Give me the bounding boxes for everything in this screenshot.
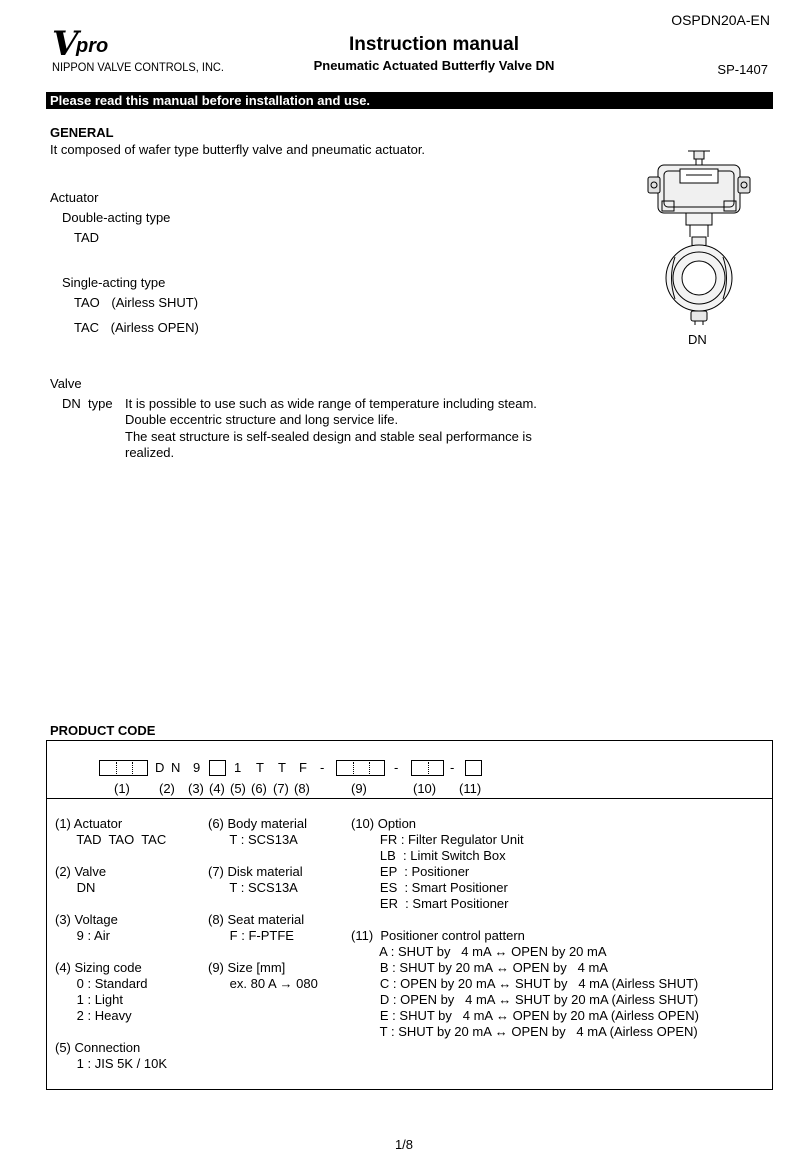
legend-line: DN [55,880,96,895]
legend-line: TAD TAO TAC [55,832,167,847]
legend-line: (6) Body material [208,816,307,831]
legend-line: (3) Voltage [55,912,118,927]
code-number: (9) [351,781,367,796]
legend-line: (2) Valve [55,864,107,879]
legend-line: FR : Filter Regulator Unit [351,832,524,847]
legend-line: E : SHUT by 4 mA ↔ OPEN by 20 mA (Airless OPEN) [351,1008,699,1023]
product-code-box [46,740,773,1090]
legend-line: (10) Option [351,816,417,831]
legend-line: T : SCS13A [208,832,298,847]
code-number: (10) [413,781,437,796]
code-number: (8) [294,781,310,796]
valve-illustration [640,145,760,330]
legend-line [208,896,318,912]
single-type-tac: TAC (Airless OPEN) [74,320,199,335]
page-number: 1/8 [394,1137,414,1152]
code-number: (7) [273,781,289,796]
code-slot-10 [411,760,444,776]
code-char: - [394,760,399,775]
page-title: Instruction manual [349,34,519,55]
legend-line [208,848,318,864]
code-slot-9 [336,760,385,776]
sp-code: SP-1407 [717,62,768,77]
valve-heading: Valve [50,376,82,391]
notice-bar: Please read this manual before installation and use. [46,92,773,109]
legend-line: F : F-PTFE [208,928,294,943]
valve-desc-1: It is possible to use such as wide range of temperature including steam. [125,396,537,411]
company-name: NIPPON VALVE CONTROLS, INC. [52,60,224,74]
legend-line: A : SHUT by 4 mA ↔ OPEN by 20 mA [351,944,607,959]
legend-line: T : SCS13A [208,880,298,895]
code-char: N [171,760,181,775]
logo-brand: pro [76,35,109,57]
code-char: 9 [193,760,201,775]
legend-line: C : OPEN by 20 mA ↔ SHUT by 4 mA (Airless SHUT) [351,976,699,991]
figure-label: DN [688,332,707,347]
code-number: (5) [230,781,246,796]
legend-col-1 [55,816,167,1072]
valve-desc-3: The seat structure is self-sealed design and stable seal performance is [125,429,532,444]
legend-line [351,912,699,928]
legend-line [55,1024,167,1040]
actuator-heading: Actuator [50,190,99,205]
legend-line: 2 : Heavy [55,1008,132,1023]
legend-line: ex. 80 A → 080 [208,976,318,991]
legend-line [55,944,167,960]
code-char: 1 [234,760,242,775]
code-char: D [155,760,165,775]
code-number: (4) [209,781,225,796]
legend-line: 0 : Standard [55,976,148,991]
code-slot-1 [99,760,148,776]
page-subtitle: Pneumatic Actuated Butterfly Valve DN [313,58,555,73]
legend-line [55,896,167,912]
legend-line: 1 : Light [55,992,123,1007]
double-acting-type: TAD [74,230,100,245]
legend-line: (7) Disk material [208,864,303,879]
code-char: T [278,760,286,775]
legend-line: B : SHUT by 20 mA ↔ OPEN by 4 mA [351,960,608,975]
legend-line: 9 : Air [55,928,110,943]
legend-line: (9) Size [mm] [208,960,286,975]
legend-line [55,848,167,864]
single-acting-heading: Single-acting type [62,275,166,290]
legend-line: (5) Connection [55,1040,141,1055]
legend-line: EP : Positioner [351,864,470,879]
legend-line: LB : Limit Switch Box [351,848,506,863]
general-text: It composed of wafer type butterfly valve and pneumatic actuator. [50,142,426,157]
legend-col-3 [351,816,699,1040]
valve-desc-2: Double eccentric structure and long service life. [125,412,399,427]
legend-line: (11) Positioner control pattern [351,928,525,943]
code-number: (1) [114,781,130,796]
code-number: (11) [459,781,482,796]
code-slot-4 [209,760,226,776]
general-heading: GENERAL [50,125,114,140]
legend-line: (4) Sizing code [55,960,142,975]
legend-line: T : SHUT by 20 mA ↔ OPEN by 4 mA (Airless OPEN) [351,1024,698,1039]
legend-line [208,944,318,960]
legend-line: 1 : JIS 5K / 10K [55,1056,167,1071]
legend-line: (8) Seat material [208,912,305,927]
code-divider [47,798,772,799]
legend-col-2 [208,816,318,992]
code-number: (3) [188,781,204,796]
code-char: - [450,760,455,775]
product-code-heading: PRODUCT CODE [50,723,156,738]
code-char: - [320,760,325,775]
single-type-tao: TAO (Airless SHUT) [74,295,199,310]
double-acting-heading: Double-acting type [62,210,171,225]
code-slot-11 [465,760,482,776]
logo-mark: V [52,24,79,64]
code-number: (6) [251,781,267,796]
valve-type: DN type [62,396,113,411]
legend-line: (1) Actuator [55,816,123,831]
legend-line: D : OPEN by 4 mA ↔ SHUT by 20 mA (Airless SHUT) [351,992,699,1007]
code-char: T [256,760,264,775]
valve-desc-4: realized. [125,445,175,460]
code-number: (2) [159,781,175,796]
document-code: OSPDN20A-EN [671,12,770,28]
legend-line: ER : Smart Positioner [351,896,509,911]
legend-line: ES : Smart Positioner [351,880,508,895]
code-char: F [299,760,307,775]
